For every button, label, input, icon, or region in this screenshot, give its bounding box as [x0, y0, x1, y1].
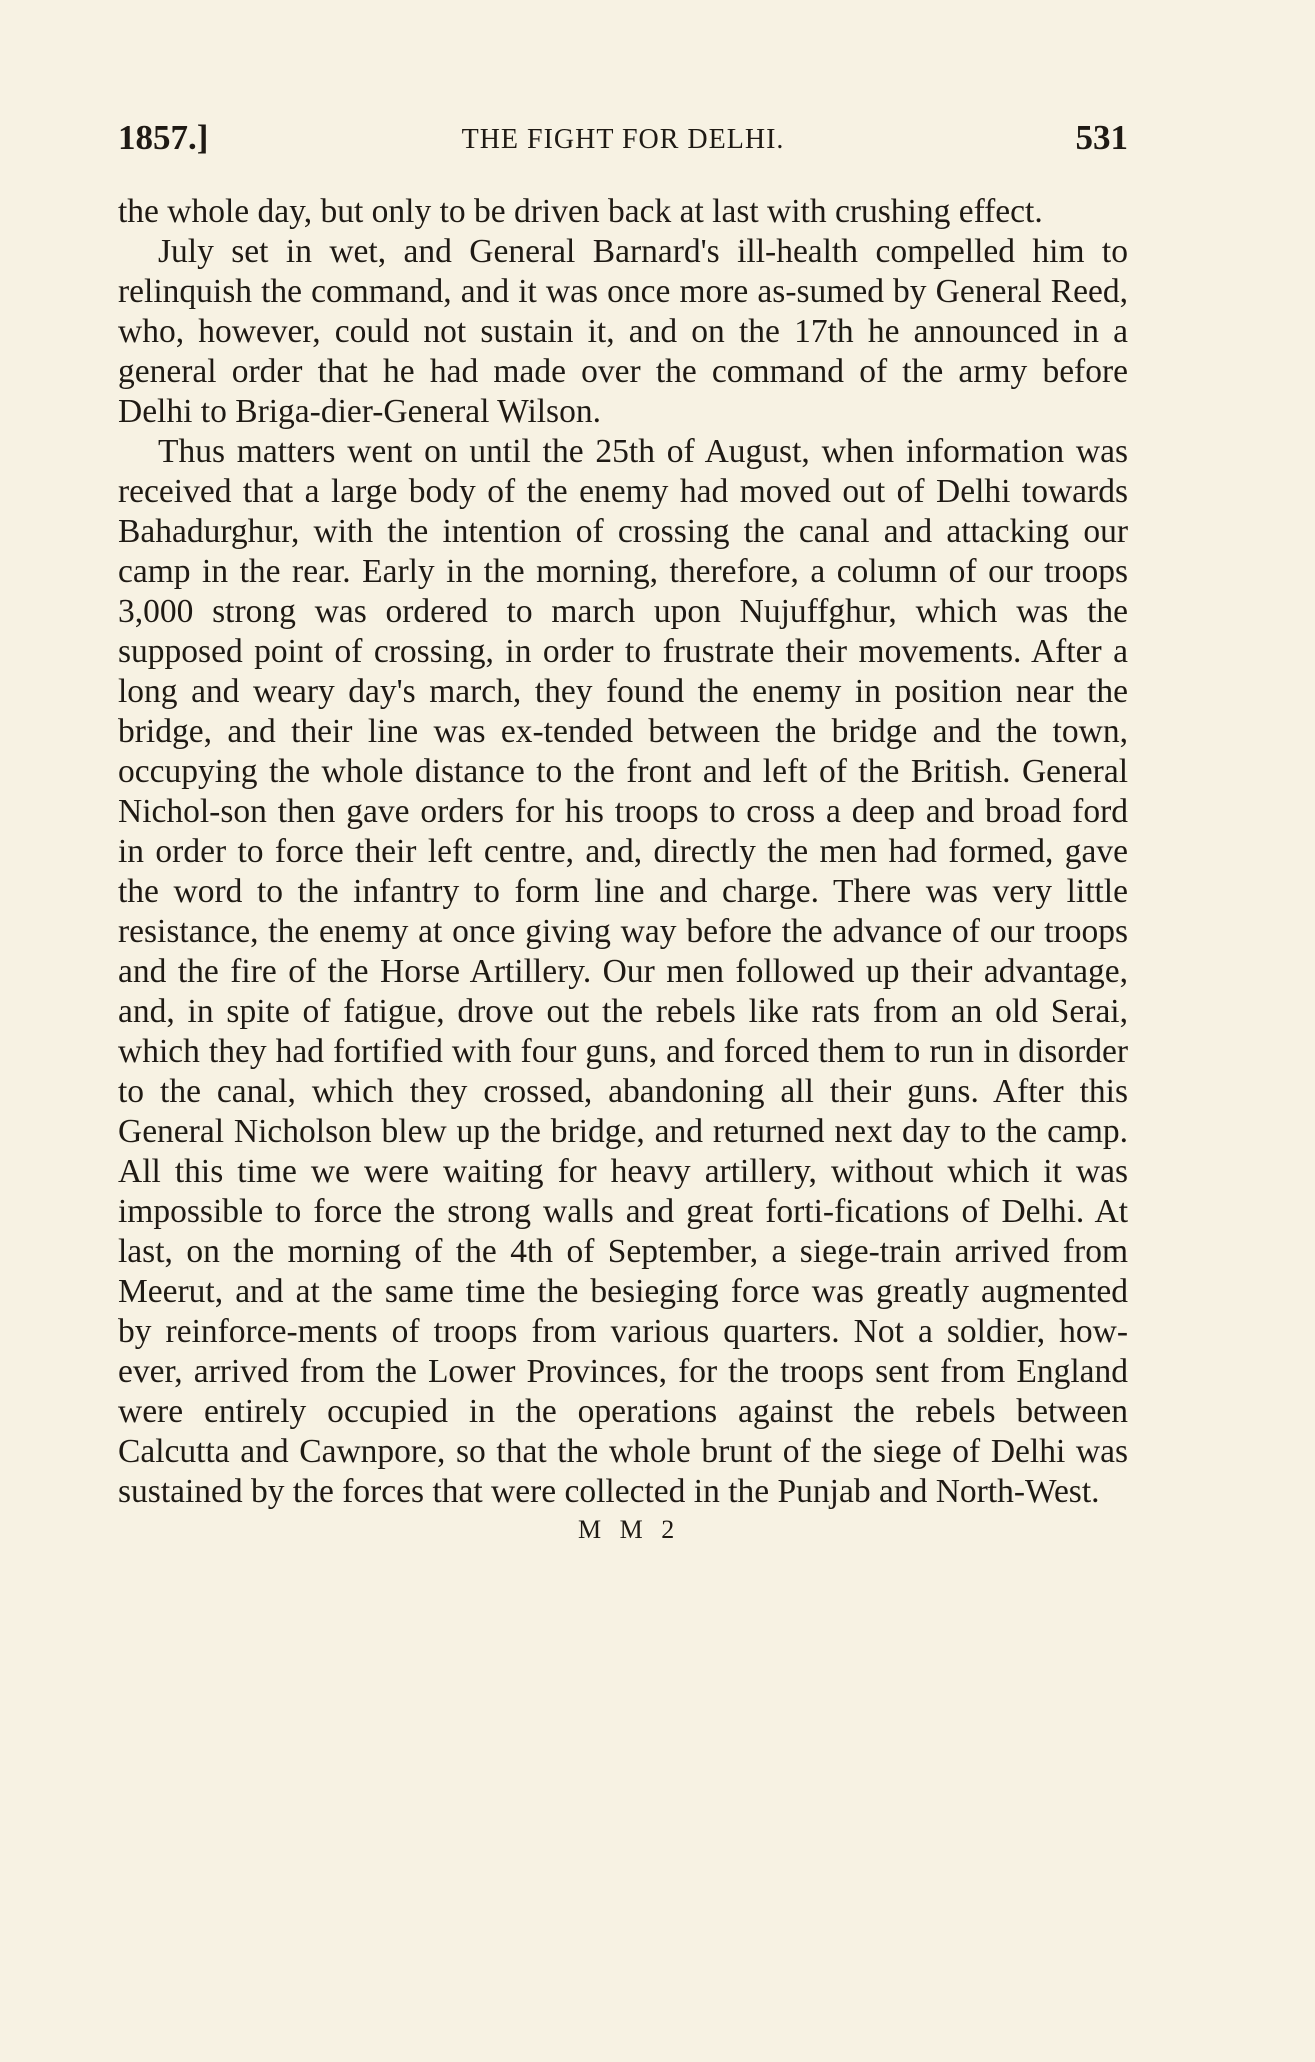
- header-title: THE FIGHT FOR DELHI.: [461, 124, 785, 155]
- header-year: 1857.]: [118, 118, 209, 157]
- running-head: [118, 118, 1128, 166]
- body-text: [118, 192, 1128, 1512]
- page-number: 531: [1075, 118, 1128, 157]
- signature-mark: M M 2: [578, 1515, 681, 1544]
- book-page: [118, 118, 1128, 1548]
- paragraph-august: Thus matters went on until the 25th of August, when information was received that a large body of the enemy had moved out of Delhi towards Bahadurghur, with the intention of crossing the canal and attacking our camp in the rear. Early in the morning, therefore, a column of our troops 3,000 strong was ordered to march upon Nujuffghur, which was the supposed point of crossing, in order to frustrate their movements. After a long and weary day's march, they found the enemy in position near the bridge, and their line was ex-tended between the bridge and the town, occupying the whole distance to the front and left of the British. General Nichol-son then gave orders for his troops to cross a deep and broad ford in order to force their left centre, and, directly the men had formed, gave the word to the infantry to form line and charge. There was very little resistance, the enemy at once giving way before the advance of our troops and the fire of the Horse Artillery. Our men followed up their advantage, and, in spite of fatigue, drove out the rebels like rats from an old Serai, which they had fortified with four guns, and forced them to run in disorder to the canal, which they crossed, abandoning all their guns. After this General Nicholson blew up the bridge, and returned next day to the camp. All this time we were waiting for heavy artillery, without which it was impossible to force the strong walls and great forti-fications of Delhi. At last, on the morning of the 4th of September, a siege-train arrived from Meerut, and at the same time the besieging force was greatly augmented by reinforce-ments of troops from various quarters. Not a soldier, how-ever, arrived from the Lower Provinces, for the troops sent from England were entirely occupied in the operations against the rebels between Calcutta and Cawnpore, so that the whole brunt of the siege of Delhi was sustained by the forces that were collected in the Punjab and North-West.: [118, 433, 1128, 1510]
- paragraph-july: July set in wet, and General Barnard's ill-health compelled him to relinquish the command, and it was once more as-sumed by General Reed, who, however, could not sustain it, and on the 17th he announced in a general order that he had made over the command of the army before Delhi to Briga-dier-General Wilson.: [118, 233, 1128, 430]
- paragraph-continuation: the whole day, but only to be driven back at last with crushing effect.: [118, 193, 1043, 230]
